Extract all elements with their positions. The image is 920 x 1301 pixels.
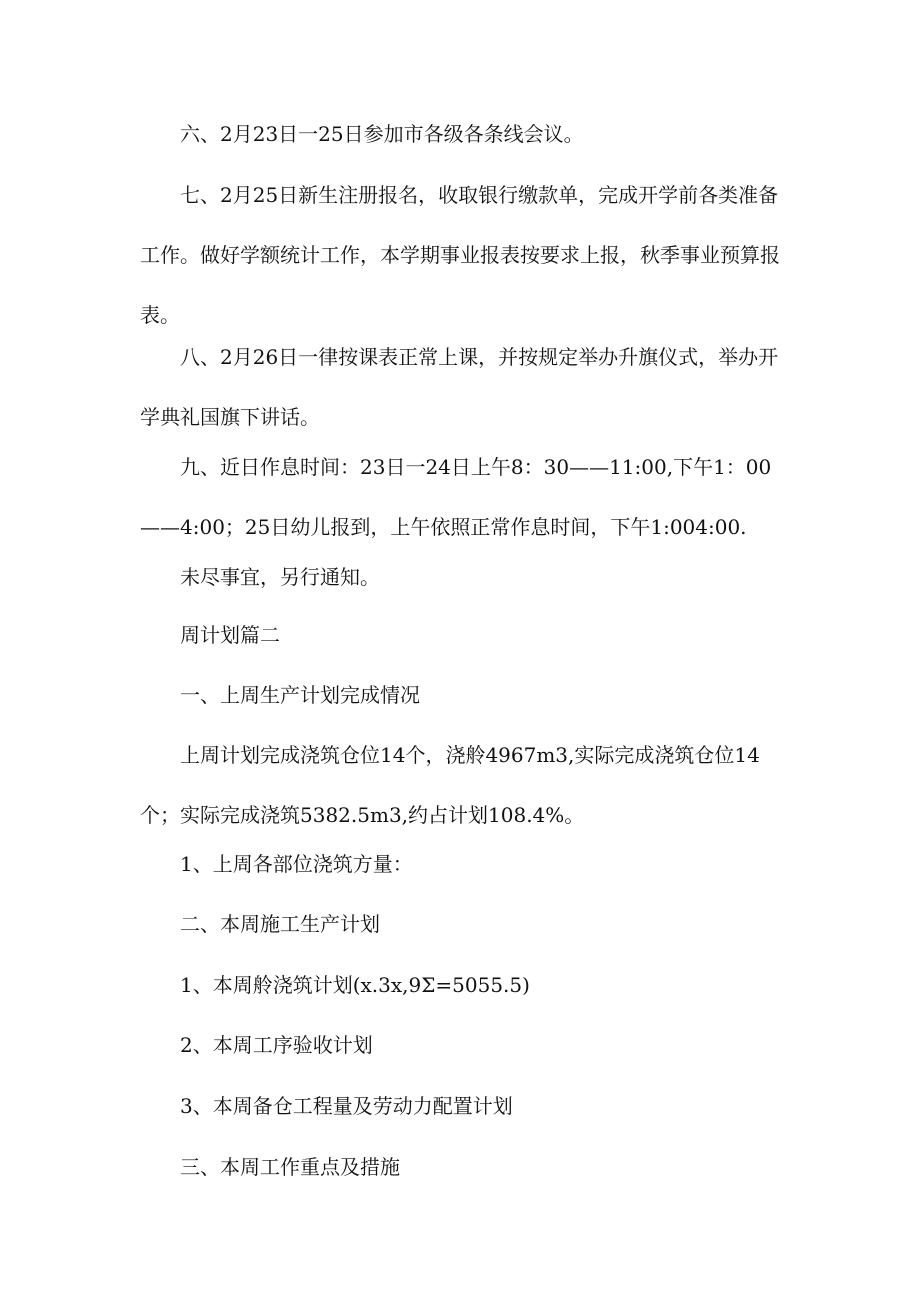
paragraph-6: 六、2月23日一25日参加市各级各条线会议。 [180, 122, 584, 146]
paragraph-8: 八、2月26日一律按课表正常上课，并按规定举办升旗仪式，举办开学典礼国旗下讲话。 [140, 345, 779, 429]
paragraph-closing: 未尽事宜，另行通知。 [180, 565, 380, 589]
section-heading-this-week: 二、本周施工生产计划 [180, 912, 380, 936]
item-pour-volume: 1、上周各部位浇筑方量： [180, 852, 413, 876]
section-heading-weekly-plan-2: 周计划篇二 [180, 623, 280, 647]
item-inspection-plan: 2、本周工序验收计划 [180, 1033, 373, 1057]
paragraph-7: 七、2月25日新生注册报名，收取银行缴款单，完成开学前各类准备工作。做好学额统计工作，本学期事业报表按要求上报，秋季事业预算报表。 [140, 183, 780, 327]
section-heading-key-work: 三、本周工作重点及措施 [180, 1155, 400, 1179]
paragraph-9: 九、近日作息时间：23日一24日上午8：30——11:00,下午1：00——4:00；25日幼儿报到，上午依照正常作息时间，下午1:004:00. [140, 455, 772, 539]
paragraph-last-week-summary: 上周计划完成浇筑仓位14个，浇舲4967m3,实际完成浇筑仓位14个；实际完成浇筑5382.5m3,约占计划108.4%。 [140, 743, 760, 827]
item-pour-plan: 1、本周舲浇筑计划(x.3x,9Σ=5055.5) [180, 973, 530, 997]
section-heading-last-week: 一、上周生产计划完成情况 [180, 683, 420, 707]
item-labor-plan: 3、本周备仓工程量及劳动力配置计划 [180, 1094, 513, 1118]
